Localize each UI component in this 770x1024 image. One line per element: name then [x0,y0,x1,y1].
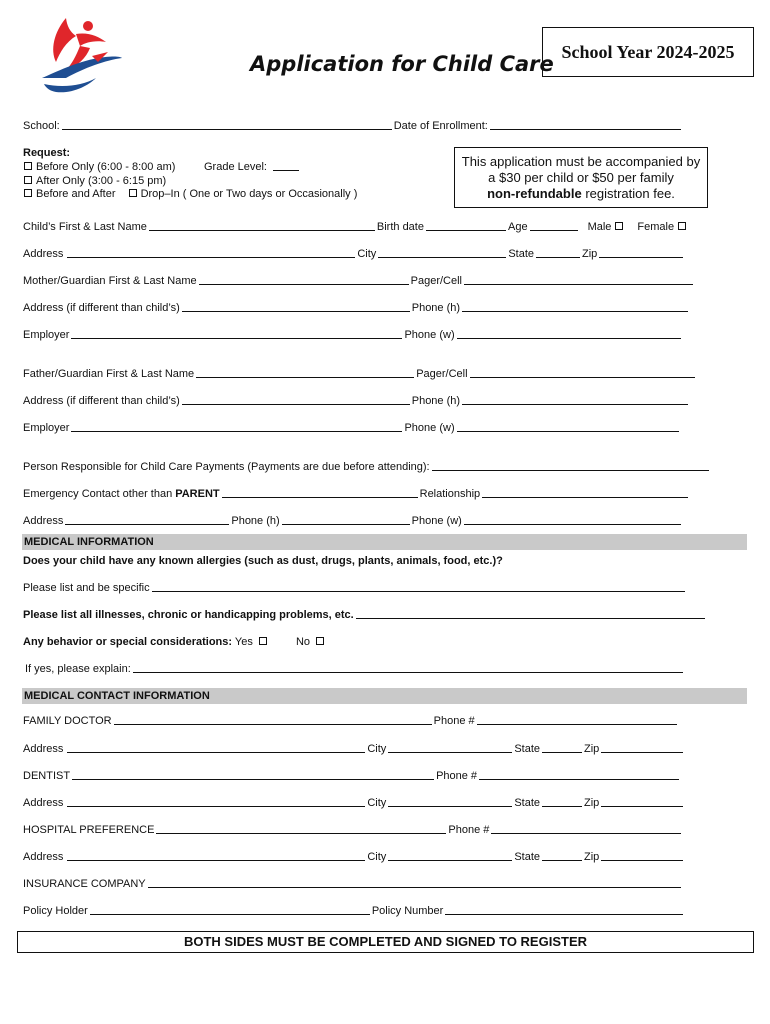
insurance-label: INSURANCE COMPANY [23,878,146,890]
doctor-label: FAMILY DOCTOR [23,715,112,727]
mother-employer-label: Employer [23,329,70,341]
school-row [23,120,683,132]
doctor-address-row [23,743,685,755]
emergency-address-field[interactable] [65,524,229,525]
explain-row [25,663,685,675]
doctor-zip-field[interactable] [601,752,683,753]
birth-date-field[interactable] [426,230,506,231]
behavior-row [23,636,328,648]
hospital-label: HOSPITAL PREFERENCE [23,824,155,836]
doctor-phone-label: Phone # [433,715,475,727]
hospital-address-label: Address [23,851,64,863]
emergency-field[interactable] [222,497,418,498]
male-label: Male [587,221,612,233]
father-employer-label: Employer [23,422,70,434]
mother-pager-field[interactable] [464,284,693,285]
hospital-phone-label: Phone # [448,824,490,836]
hospital-address-field[interactable] [67,860,365,861]
dentist-address-row [23,797,685,809]
request-before-after [23,188,357,200]
page-title: Application for Child Care [250,52,554,76]
hospital-row [23,824,683,836]
notice-line-2: a $30 per child or $50 per family [488,170,674,185]
before-only-checkbox[interactable] [24,162,32,170]
father-name-row [23,368,697,380]
father-phone-w-field[interactable] [457,431,679,432]
medical-contact-heading: MEDICAL CONTACT INFORMATION [24,690,210,702]
grade-level-label: Grade Level: [204,161,267,173]
relationship-field[interactable] [482,497,688,498]
doctor-state-field[interactable] [542,752,582,753]
birth-date-label: Birth date [376,221,424,233]
hospital-zip-label: Zip [584,851,600,863]
father-employer-row [23,422,681,434]
mother-phone-w-field[interactable] [457,338,681,339]
illnesses-label: Please list all illnesses, chronic or handicapping problems, etc. [23,609,354,621]
hospital-phone-field[interactable] [491,833,681,834]
emergency-row [23,488,690,500]
mother-address-label: Address (if different than child’s) [23,302,180,314]
footer-notice: BOTH SIDES MUST BE COMPLETED AND SIGNED TO REGISTER [183,934,588,949]
dentist-state-field[interactable] [542,806,582,807]
request-before [23,161,175,173]
mother-name-field[interactable] [199,284,409,285]
mother-address-row [23,302,690,314]
doctor-state-label: State [514,743,540,755]
doctor-phone-field[interactable] [477,724,677,725]
doctor-row [23,715,679,727]
behavior-label: Any behavior or special considerations: [23,636,233,648]
emergency-address-row [23,515,683,527]
mother-pager-label: Pager/Cell [410,275,462,287]
mother-name-row [23,275,695,287]
policy-row [23,905,685,917]
dropin-label: Drop–In ( One or Two days or Occasionally ) [140,188,358,200]
explain-label: If yes, please explain: [25,663,131,675]
mother-employer-field[interactable] [71,338,402,339]
notice-bold: non-refundable [487,186,582,201]
dentist-zip-label: Zip [584,797,600,809]
child-address-field[interactable] [67,257,355,258]
mother-name-label: Mother/Guardian First & Last Name [23,275,197,287]
emergency-parent-label: PARENT [175,488,220,500]
doctor-city-field[interactable] [388,752,512,753]
emergency-phone-h-label: Phone (h) [231,515,280,527]
payment-field[interactable] [432,470,709,471]
policy-number-label: Policy Number [371,905,444,917]
age-label: Age [507,221,528,233]
hospital-state-field[interactable] [542,860,582,861]
doctor-address-label: Address [23,743,64,755]
male-checkbox[interactable] [615,222,623,230]
mother-phone-h-field[interactable] [462,311,688,312]
father-pager-field[interactable] [470,377,695,378]
child-state-field[interactable] [536,257,580,258]
child-address-row [23,248,685,260]
mother-employer-row [23,329,683,341]
doctor-address-field[interactable] [67,752,365,753]
dentist-city-field[interactable] [388,806,512,807]
child-zip-label: Zip [582,248,598,260]
insurance-field[interactable] [148,887,681,888]
before-only-label: Before Only (6:00 - 8:00 am) [36,161,176,173]
dentist-city-label: City [367,797,387,809]
hospital-state-label: State [514,851,540,863]
yes-label: Yes [234,636,253,648]
father-pager-label: Pager/Cell [416,368,468,380]
father-name-label: Father/Guardian First & Last Name [23,368,195,380]
hospital-address-row [23,851,685,863]
explain-field[interactable] [133,672,683,673]
mother-phone-h-label: Phone (h) [411,302,461,314]
child-city-field[interactable] [378,257,506,258]
hospital-city-field[interactable] [388,860,512,861]
enrollment-label: Date of Enrollment: [393,120,488,132]
notice-line-1: This application must be accompanied by [461,154,701,169]
father-employer-field[interactable] [71,431,402,432]
medical-contact-bar [22,688,747,704]
medical-heading: MEDICAL INFORMATION [24,536,154,548]
dentist-row [23,770,681,782]
before-after-checkbox[interactable] [24,189,32,197]
allergies-question: Does your child have any known allergies (such as dust, drugs, plants, animals, food, etc.)? [23,555,503,567]
hospital-field[interactable] [156,833,446,834]
policy-holder-field[interactable] [90,914,370,915]
after-only-label: After Only (3:00 - 6:15 pm) [36,175,167,187]
father-address-label: Address (if different than child’s) [23,395,180,407]
grade-level-row [204,161,301,173]
enrollment-field[interactable] [490,129,681,130]
illnesses-field[interactable] [356,618,705,619]
dentist-label: DENTIST [23,770,71,782]
notice-rest: registration fee. [585,186,675,201]
emergency-address-label: Address [23,515,64,527]
mother-phone-w-label: Phone (w) [404,329,455,341]
child-address-label: Address [23,248,64,260]
emergency-phone-w-field[interactable] [464,524,681,525]
doctor-city-label: City [367,743,387,755]
child-name-row [23,221,698,233]
doctor-zip-label: Zip [584,743,600,755]
footer-box [17,931,754,953]
dentist-address-label: Address [23,797,64,809]
mother-address-field[interactable] [182,311,410,312]
policy-number-field[interactable] [445,914,683,915]
no-checkbox[interactable] [316,637,324,645]
payment-row [23,461,711,473]
payment-label: Person Responsible for Child Care Payments (Payments are due before attending): [23,461,430,473]
emergency-label: Emergency Contact other than [23,488,173,500]
hospital-zip-field[interactable] [601,860,683,861]
before-after-label: Before and After [36,188,116,200]
father-phone-h-label: Phone (h) [411,395,461,407]
dentist-phone-field[interactable] [479,779,679,780]
medical-bar [22,534,747,550]
child-city-label: City [357,248,377,260]
policy-holder-label: Policy Holder [23,905,88,917]
request-heading: Request: [23,147,71,159]
after-only-checkbox[interactable] [24,176,32,184]
emergency-phone-h-field[interactable] [282,524,410,525]
father-address-field[interactable] [182,404,410,405]
dentist-zip-field[interactable] [601,806,683,807]
illnesses-row [23,609,707,621]
school-label: School: [23,120,60,132]
school-field[interactable] [62,129,392,130]
doctor-field[interactable] [114,724,432,725]
child-state-label: State [508,248,534,260]
hospital-city-label: City [367,851,387,863]
dentist-field[interactable] [72,779,434,780]
child-name-label: Child’s First & Last Name [23,221,147,233]
emergency-phone-w-label: Phone (w) [411,515,462,527]
relationship-label: Relationship [419,488,481,500]
no-label: No [295,636,310,648]
dentist-phone-label: Phone # [436,770,478,782]
father-phone-w-label: Phone (w) [404,422,455,434]
dentist-state-label: State [514,797,540,809]
request-after [23,175,166,187]
child-zip-field[interactable] [599,257,683,258]
father-name-field[interactable] [196,377,414,378]
dropin-checkbox[interactable] [129,189,137,197]
specific-row [23,582,687,594]
dentist-address-field[interactable] [67,806,365,807]
child-name-field[interactable] [149,230,375,231]
fee-notice [454,147,708,208]
school-logo-icon [36,12,126,94]
yes-checkbox[interactable] [259,637,267,645]
female-label: Female [637,221,675,233]
school-year-box [542,27,754,77]
father-address-row [23,395,690,407]
father-phone-h-field[interactable] [462,404,688,405]
female-checkbox[interactable] [678,222,686,230]
age-field[interactable] [530,230,578,231]
insurance-row [23,878,683,890]
school-year: School Year 2024-2025 [561,42,735,62]
specific-label: Please list and be specific [23,582,150,594]
specific-field[interactable] [152,591,685,592]
grade-level-field[interactable] [273,170,299,171]
